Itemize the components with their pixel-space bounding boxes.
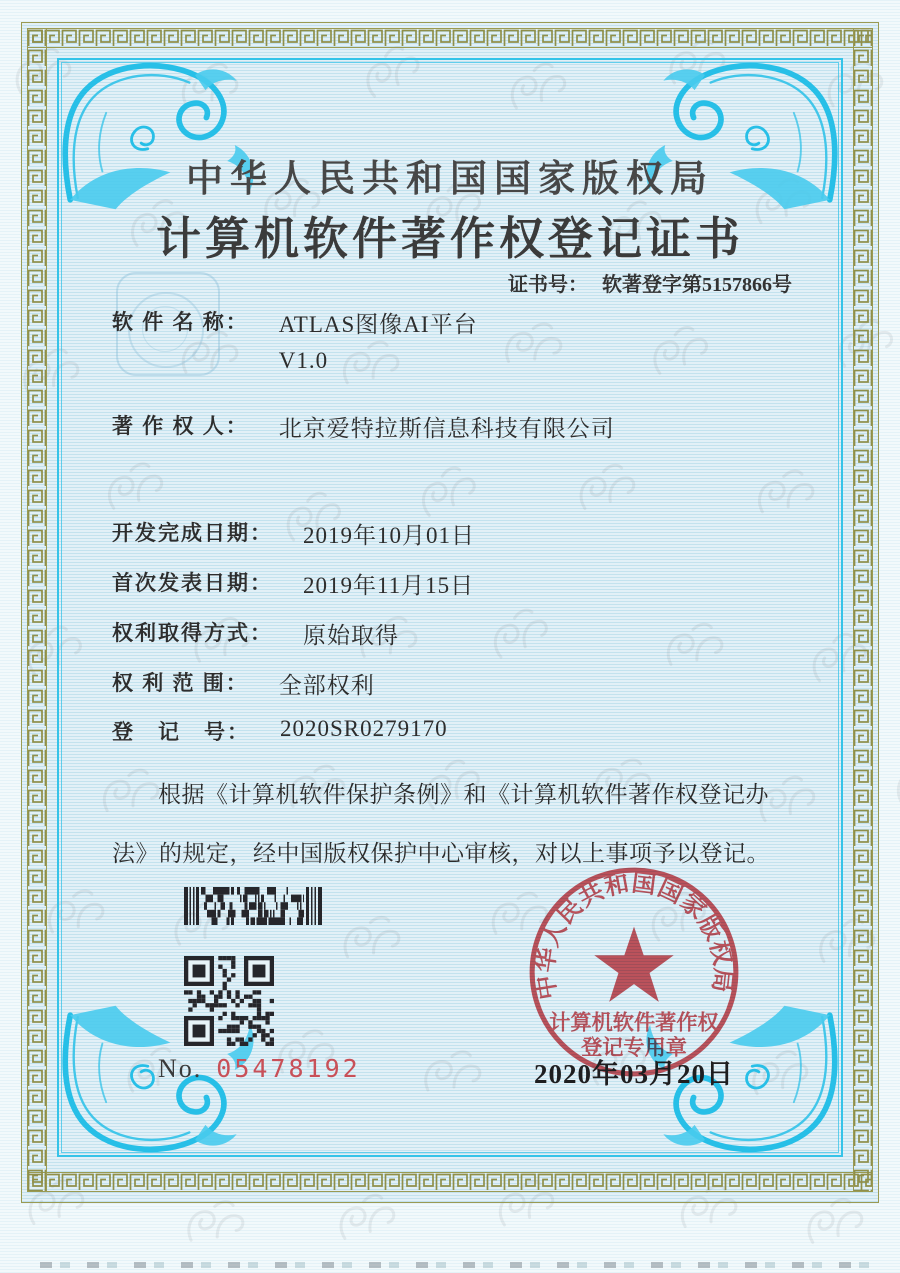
field-label: 权 利 范 围： — [112, 671, 249, 695]
serial-number — [158, 1054, 361, 1084]
field-label: 权利取得方式： — [112, 621, 273, 645]
star-icon — [594, 927, 673, 1002]
field-row-registration-number — [112, 716, 448, 746]
seal-line2: 登记专用章 — [581, 1035, 687, 1060]
serial-number-value: 05478192 — [216, 1054, 361, 1083]
field-value: 2019年11月15日 — [303, 573, 475, 598]
field-value: 北京爱特拉斯信息科技有限公司 — [278, 416, 615, 441]
barcode-icon — [184, 887, 322, 925]
seal-line1: 计算机软件著作权 — [549, 1010, 719, 1035]
seal-ring-text: 中华人民共和国国家版权局 — [531, 869, 737, 1002]
certificate-number — [508, 268, 792, 297]
field-row-rights-scope — [112, 667, 375, 700]
field-value: 全部权利 — [278, 673, 375, 698]
field-label: 软 件 名 称： — [112, 310, 249, 334]
certificate-title: 计算机软件著作权登记证书 — [155, 214, 744, 264]
certificate-number-value: 软著登字第5157866号 — [602, 274, 792, 296]
field-row-software-name — [112, 306, 478, 374]
serial-number-label: No. — [158, 1054, 203, 1083]
field-row-first-publication-date — [112, 567, 474, 600]
field-row-dev-completion-date — [112, 517, 475, 550]
software-version: V1.0 — [278, 348, 329, 373]
field-label: 首次发表日期： — [112, 571, 273, 595]
authority-title: 中华人民共和国国家版权局 — [186, 159, 714, 200]
field-value: 2020SR0279170 — [280, 716, 448, 741]
field-row-rights-acquisition — [112, 617, 399, 650]
watermark-glyph — [887, 750, 900, 814]
qr-code-icon — [184, 956, 274, 1046]
certificate-number-label: 证书号： — [508, 274, 588, 296]
field-label: 开发完成日期： — [112, 521, 273, 545]
registration-statement: 根据《计算机软件保护条例》和《计算机软件著作权登记办法》的规定，经中国版权保护中心审核，对以上事项予以登记。 — [112, 782, 770, 866]
field-value: ATLAS图像AI平台 V1.0 — [278, 312, 478, 373]
issue-date: 2020年03月20日 — [534, 1059, 734, 1089]
field-value: 2019年10月01日 — [303, 523, 475, 548]
field-row-copyright-owner — [112, 410, 615, 443]
field-label: 著 作 权 人： — [112, 414, 249, 438]
greek-key-border-bottom — [27, 1172, 873, 1192]
field-value: 原始取得 — [303, 623, 399, 648]
field-label: 登 记 号： — [112, 720, 250, 744]
scan-edge-artifact — [40, 1262, 874, 1268]
greek-key-border-top — [27, 28, 873, 48]
